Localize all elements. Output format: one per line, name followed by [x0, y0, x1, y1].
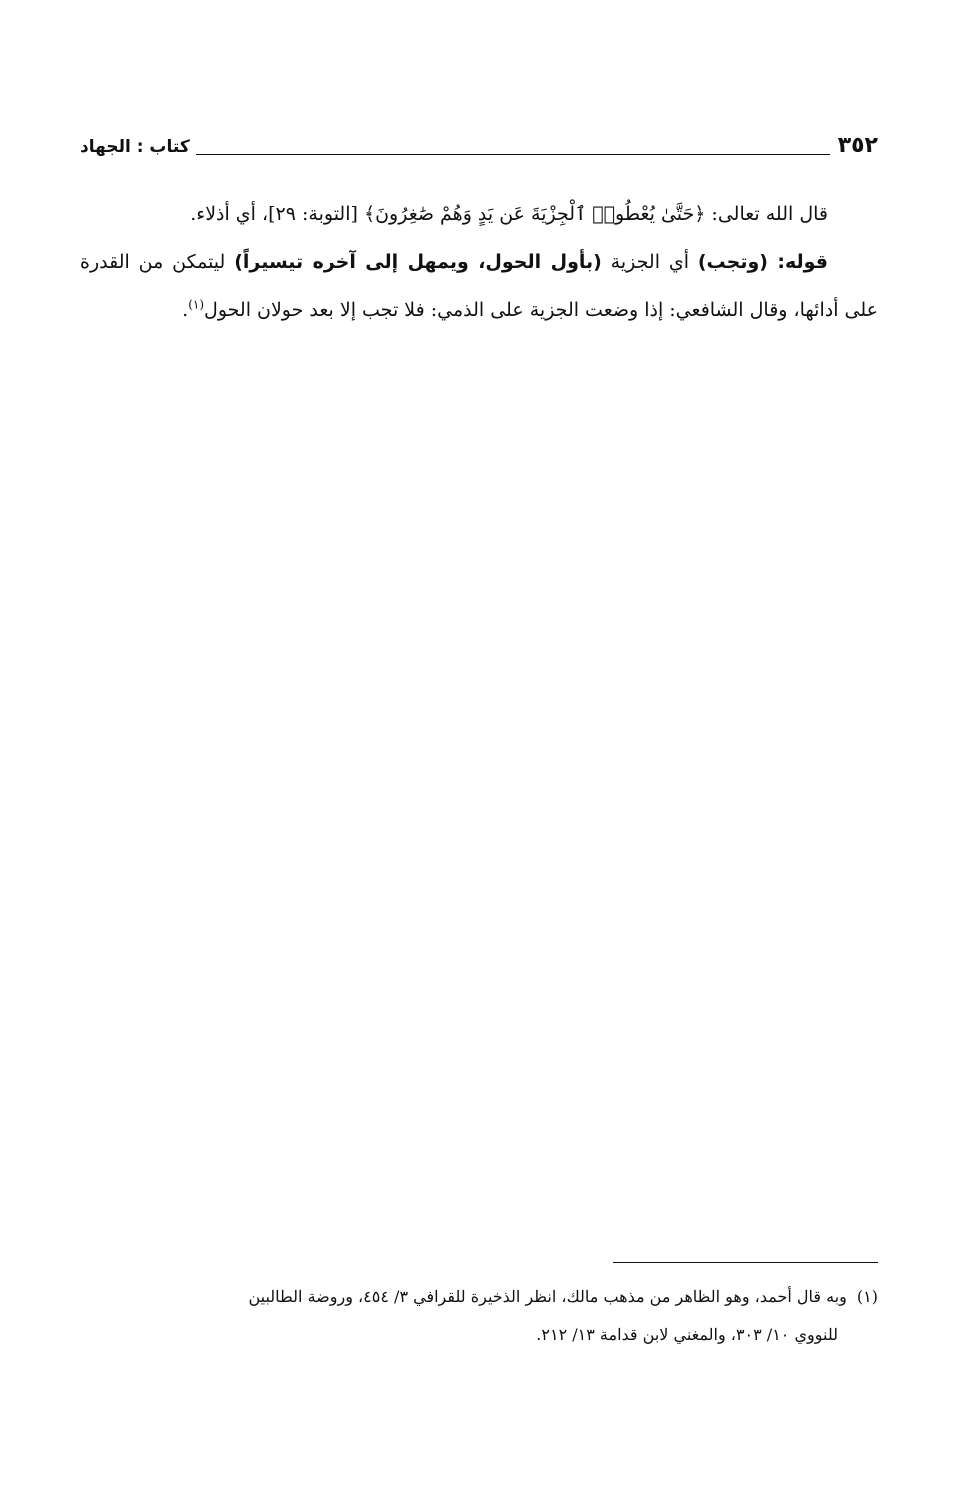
footnote-item-continuation: [80, 1316, 878, 1354]
commentary-marker: قوله:: [777, 251, 828, 273]
header-rule: [196, 154, 830, 155]
footnote-separator: [613, 1262, 878, 1263]
footnote-reference[interactable]: (١): [188, 297, 205, 312]
footnotes: [80, 1278, 878, 1354]
quran-verse: ﴿حَتَّىٰ يُعْطُوا۟ ٱلْجِزْيَةَ عَن يَدٍ وَهُمْ صَٰغِرُونَ﴾: [363, 203, 706, 225]
paragraph-commentary: [80, 238, 878, 334]
footnote-text-line1: وبه قال أحمد، وهو الظاهر من مذهب مالك، انظر الذخيرة للقرافي ٣/ ٤٥٤، وروضة الطالبين: [248, 1287, 847, 1306]
footnote-number: (١): [856, 1287, 878, 1306]
matn-quote-2: (بأول الحول، ويمهل إلى آخره تيسيراً): [234, 251, 602, 273]
verse-citation: [التوبة: ٢٩]، أي أذلاء.: [190, 203, 364, 225]
commentary-text-1: أي الجزية: [601, 251, 698, 273]
matn-quote-1: (وتجب): [697, 251, 778, 273]
footnote-text-line2: للنووي ١٠/ ٣٠٣، والمغني لابن قدامة ١٣/ ٢١٢.: [536, 1325, 838, 1344]
main-text: [80, 190, 878, 334]
commentary-text-2: ليتمكن من القدرة على أدائها، وقال الشافعي: إذا وضعت الجزية على الذمي: فلا تجب إلا بعد حولان الحول: [80, 251, 878, 321]
page-number: ٣٥٢: [837, 133, 878, 158]
verse-intro: قال الله تعالى:: [705, 203, 828, 225]
paragraph-verse: [80, 190, 878, 238]
sentence-end: .: [182, 299, 189, 321]
footnote-item: [80, 1278, 878, 1316]
chapter-title: كتاب : الجهاد: [80, 137, 190, 157]
running-header: [80, 128, 878, 158]
